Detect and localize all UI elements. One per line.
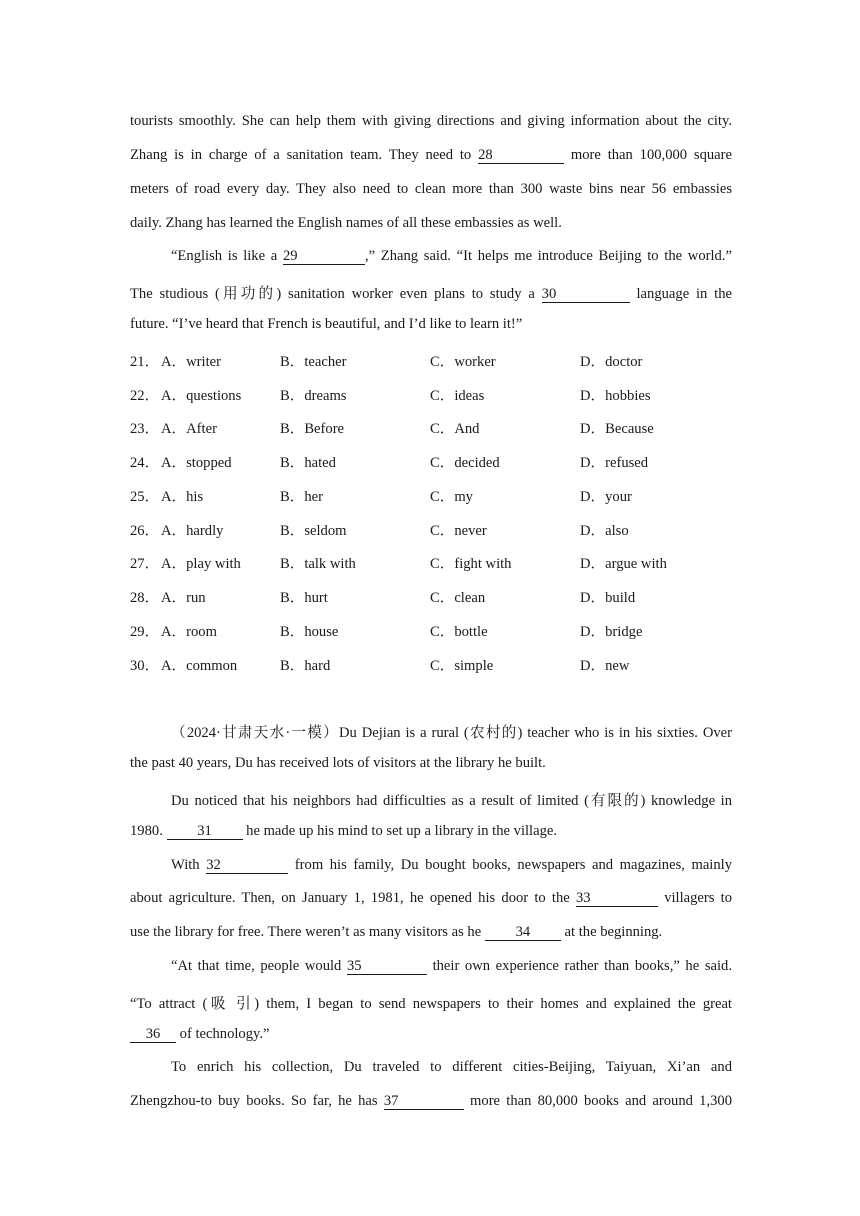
question-row bbox=[130, 384, 732, 404]
option-d: D．bridge bbox=[580, 624, 643, 640]
question-row bbox=[130, 552, 732, 572]
passage-line: tourists smoothly. She can help them with giving directions and giving information about the city. bbox=[130, 113, 732, 129]
option-d: D．new bbox=[580, 658, 630, 674]
blank-37: 37 bbox=[384, 1094, 464, 1110]
option-a: A．room bbox=[161, 624, 217, 640]
passage-line: Zhengzhou-to buy books. So far, he has 37 more than 80,000 books and around 1,300 bbox=[130, 1093, 732, 1109]
passage-line: 1980. 31 he made up his mind to set up a library in the village. bbox=[130, 823, 558, 839]
passage-line: about agriculture. Then, on January 1, 1981, he opened his door to the 33 villagers to bbox=[130, 890, 732, 906]
blank-31: 31 bbox=[167, 824, 243, 840]
question-number: 26． bbox=[130, 523, 160, 539]
option-b: B．house bbox=[280, 624, 339, 640]
option-b: B．dreams bbox=[280, 388, 347, 404]
blank-33: 33 bbox=[576, 891, 658, 907]
option-a: A．common bbox=[161, 658, 238, 674]
passage-line: 36 of technology.” bbox=[130, 1026, 732, 1043]
passage-line: Zhang is in charge of a sanitation team. They need to 28 more than 100,000 square bbox=[130, 147, 732, 163]
option-b: B．hard bbox=[280, 658, 331, 674]
option-d: D．your bbox=[580, 489, 632, 505]
blank-28: 28 bbox=[478, 148, 564, 164]
passage-line: The studious (用功的) sanitation worker even plans to study a 30 language in the bbox=[130, 286, 733, 302]
option-a: A．writer bbox=[161, 354, 221, 370]
option-d: D．also bbox=[580, 523, 629, 539]
question-row bbox=[130, 586, 732, 606]
passage-line: “To attract (吸 引) them, I began to send newspapers to their homes and explained the great bbox=[130, 996, 732, 1012]
option-b: B．hurt bbox=[280, 590, 328, 606]
question-row bbox=[130, 350, 732, 370]
question-number: 29． bbox=[130, 624, 160, 640]
option-c: C．clean bbox=[430, 590, 486, 606]
passage-line: “English is like a 29 ,” Zhang said. “It helps me introduce Beijing to the world.” bbox=[171, 248, 732, 264]
option-b: B．teacher bbox=[280, 354, 347, 370]
question-number: 22． bbox=[130, 388, 160, 404]
option-c: C．ideas bbox=[430, 388, 485, 404]
option-a: A．his bbox=[161, 489, 204, 505]
option-a: A．run bbox=[161, 590, 206, 606]
option-d: D．doctor bbox=[580, 354, 643, 370]
question-row bbox=[130, 417, 732, 437]
question-number: 25． bbox=[130, 489, 160, 505]
option-c: C．fight with bbox=[430, 556, 512, 572]
option-c: C．my bbox=[430, 489, 473, 505]
blank-36: 36 bbox=[130, 1027, 176, 1043]
option-b: B．seldom bbox=[280, 523, 347, 539]
question-number: 23． bbox=[130, 421, 160, 437]
option-c: C．simple bbox=[430, 658, 494, 674]
question-row bbox=[130, 451, 732, 471]
passage-line: future. “I’ve heard that French is beautiful, and I’d like to learn it!” bbox=[130, 316, 523, 332]
passage-line: “At that time, people would 35 their own experience rather than books,” he said. bbox=[171, 958, 732, 974]
question-row bbox=[130, 519, 732, 539]
blank-30: 30 bbox=[542, 287, 630, 303]
option-d: D．argue with bbox=[580, 556, 667, 572]
option-c: C．And bbox=[430, 421, 480, 437]
question-row bbox=[130, 485, 732, 505]
blank-29: 29 bbox=[283, 249, 365, 265]
option-a: A．hardly bbox=[161, 523, 224, 539]
question-row bbox=[130, 654, 732, 674]
question-number: 28． bbox=[130, 590, 160, 606]
passage-line: （2024·甘肃天水·一模）Du Dejian is a rural (农村的) teacher who is in his sixties. Over bbox=[171, 725, 732, 741]
option-b: B．Before bbox=[280, 421, 345, 437]
option-c: C．worker bbox=[430, 354, 496, 370]
option-c: C．decided bbox=[430, 455, 500, 471]
passage-line: Du noticed that his neighbors had difficulties as a result of limited (有限的) knowledge in bbox=[171, 793, 732, 809]
option-c: C．never bbox=[430, 523, 487, 539]
option-a: A．play with bbox=[161, 556, 241, 572]
passage-line: the past 40 years, Du has received lots of visitors at the library he built. bbox=[130, 755, 546, 771]
option-c: C．bottle bbox=[430, 624, 488, 640]
option-a: A．questions bbox=[161, 388, 242, 404]
option-a: A．stopped bbox=[161, 455, 232, 471]
passage-line: To enrich his collection, Du traveled to different cities-Beijing, Taiyuan, Xi’an and bbox=[171, 1059, 732, 1075]
question-number: 27． bbox=[130, 556, 160, 572]
option-d: D．build bbox=[580, 590, 636, 606]
question-number: 21． bbox=[130, 354, 160, 370]
option-b: B．hated bbox=[280, 455, 336, 471]
passage-line: With 32 from his family, Du bought books, newspapers and magazines, mainly bbox=[171, 857, 733, 873]
question-row bbox=[130, 620, 732, 640]
question-number: 30． bbox=[130, 658, 160, 674]
blank-35: 35 bbox=[347, 959, 427, 975]
passage-line: daily. Zhang has learned the English names of all these embassies as well. bbox=[130, 215, 562, 231]
option-d: D．Because bbox=[580, 421, 654, 437]
option-b: B．her bbox=[280, 489, 323, 505]
passage-line: use the library for free. There weren’t as many visitors as he 34 at the beginning. bbox=[130, 924, 663, 940]
blank-34: 34 bbox=[485, 925, 561, 941]
option-b: B．talk with bbox=[280, 556, 356, 572]
option-d: D．hobbies bbox=[580, 388, 651, 404]
question-number: 24． bbox=[130, 455, 160, 471]
option-a: A．After bbox=[161, 421, 217, 437]
option-d: D．refused bbox=[580, 455, 649, 471]
passage-line: meters of road every day. They also need to clean more than 300 waste bins near 56 embassies bbox=[130, 181, 732, 197]
blank-32: 32 bbox=[206, 858, 288, 874]
